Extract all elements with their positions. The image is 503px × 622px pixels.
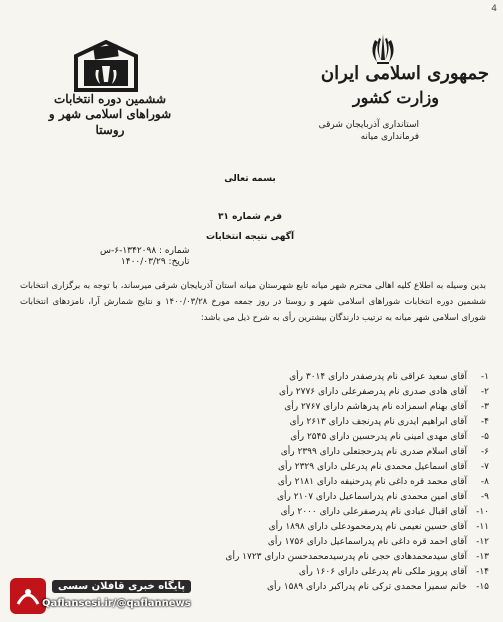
item-number: ۶- [480,447,489,457]
office-county: فرمانداری میانه [360,132,419,142]
list-item [159,550,489,565]
item-number: ۱۳- [476,552,489,562]
watermark-title: پایگاه خبری قافلان سسی [52,580,191,593]
item-number: ۱۴- [476,567,489,577]
list-item [159,535,489,550]
item-text: آقای حسین نعیمی نام پدرمحمودعلی دارای ۱۸۹۸ رأی [268,522,467,532]
item-number: ۵- [480,432,489,442]
list-item [159,475,489,490]
list-item [159,385,489,400]
election-line-2: شوراهای اسلامی شهر و روستا [48,107,172,137]
item-text: آقای پرویز ملکی نام پدرعلی دارای ۱۶۰۶ رأی [298,567,467,577]
item-text: خانم سمیرا محمدی ترکی نام پدراکبر دارای ۱۵۸۹ رأی [267,582,467,592]
list-item [159,445,489,460]
basmala: بسمه تعالی [224,174,276,184]
ministry-title: وزارت کشور [352,88,439,107]
item-number: ۷- [480,462,489,472]
item-number: ۳- [480,402,489,412]
reference-number: شماره : ۱۳۴۲۰۹۸-۶-س [100,246,190,256]
item-text: آقای اقبال عبادی نام پدرصفرعلی دارای ۲۰۰۰ رأی [280,507,467,517]
item-text: آقای بهنام اسمزاده نام پدرهاشم دارای ۲۷۶۷ رأی [284,402,467,412]
item-number: ۱۵- [476,582,489,592]
list-item [159,490,489,505]
header-ministry [289,64,489,143]
item-number: ۱- [480,372,489,382]
office-province: استانداری آذربایجان شرقی [318,120,419,130]
list-item [159,430,489,445]
watermark-url: Qaflansesi.ir/@qaflannews [42,598,191,609]
list-item [159,505,489,520]
notice-title: آگهی نتیجه انتخابات [205,232,295,242]
item-text: آقای محمد قره داغی نام پدرحنیفه دارای ۲۱۸۱ رأی [277,477,467,487]
news-watermark [4,574,234,618]
qaflan-logo-icon [10,578,46,614]
item-text: آقای سعید عراقی نام پدرصفدر دارای ۳۰۱۴ رأی [289,372,467,382]
item-number: ۹- [480,492,489,502]
election-line-1: ششمین دوره انتخابات [53,92,167,106]
list-item [159,400,489,415]
item-text: آقای اسماعیل محمدی نام پدرعلی دارای ۲۳۲۹ رأی [278,462,467,472]
election-logo-icon [70,40,142,92]
list-item [159,520,489,535]
item-number: ۱۰- [476,507,489,517]
item-text: آقای اسلام صدری نام پدرحجتعلی دارای ۲۳۹۹ رأی [280,447,467,457]
item-text: آقای مهدی امینی نام پدرحسین دارای ۲۵۴۵ رأی [290,432,467,442]
item-number: ۸- [480,477,489,487]
reference-date: تاریخ: ۱۴۰۰/۰۳/۲۹ [120,257,190,267]
item-number: ۴- [480,417,489,427]
form-number: فرم شماره ۳۱ [217,212,283,222]
item-text: آقای ابراهیم ایدری نام پدرنجف دارای ۲۶۱۳ رأی [289,417,467,427]
reference-block [100,246,189,268]
item-text: آقای احمد قره داغی نام پدراسماعیل دارای ۱۷۵۶ رأی [267,537,467,547]
item-number: ۲- [480,387,489,397]
list-item [159,415,489,430]
item-text: آقای امین محمدی نام پدراسماعیل دارای ۲۱۰۷ رأی [276,492,467,502]
list-item [159,460,489,475]
candidates-list [159,370,489,595]
header-election [40,92,180,138]
corner-mark: 4 [491,4,497,14]
item-number: ۱۱- [476,522,489,532]
list-item [159,370,489,385]
item-text: آقای هادی صدری نام پدرصفرعلی دارای ۲۷۷۶ رأی [279,387,467,397]
country-title: جمهوری اسلامی ایران [320,63,489,84]
item-text: آقای سیدمحمدهادی حجی نام پدرسیدمحمدحسن دارای ۱۷۲۳ رأی [225,552,467,562]
intro-paragraph: بدین وسیله به اطلاع کلیه اهالی محترم شهر میانه تابع شهرستان میانه استان آذربایجان شرقی میرساند، با توجه به برگزاری انتخابات ششمین دوره انتخابات شوراهای اسلامی شهر و روستا در روز جمعه مورخ ۱۴۰۰/۰۳/۲۸ و نتایج شمارش آرا، نامزدهای انتخابات شورای اسلامی شهر میانه به ترتیب دارندگان بیشترین رأی به شرح ذیل می باشد: [20,281,486,323]
item-number: ۱۲- [476,537,489,547]
